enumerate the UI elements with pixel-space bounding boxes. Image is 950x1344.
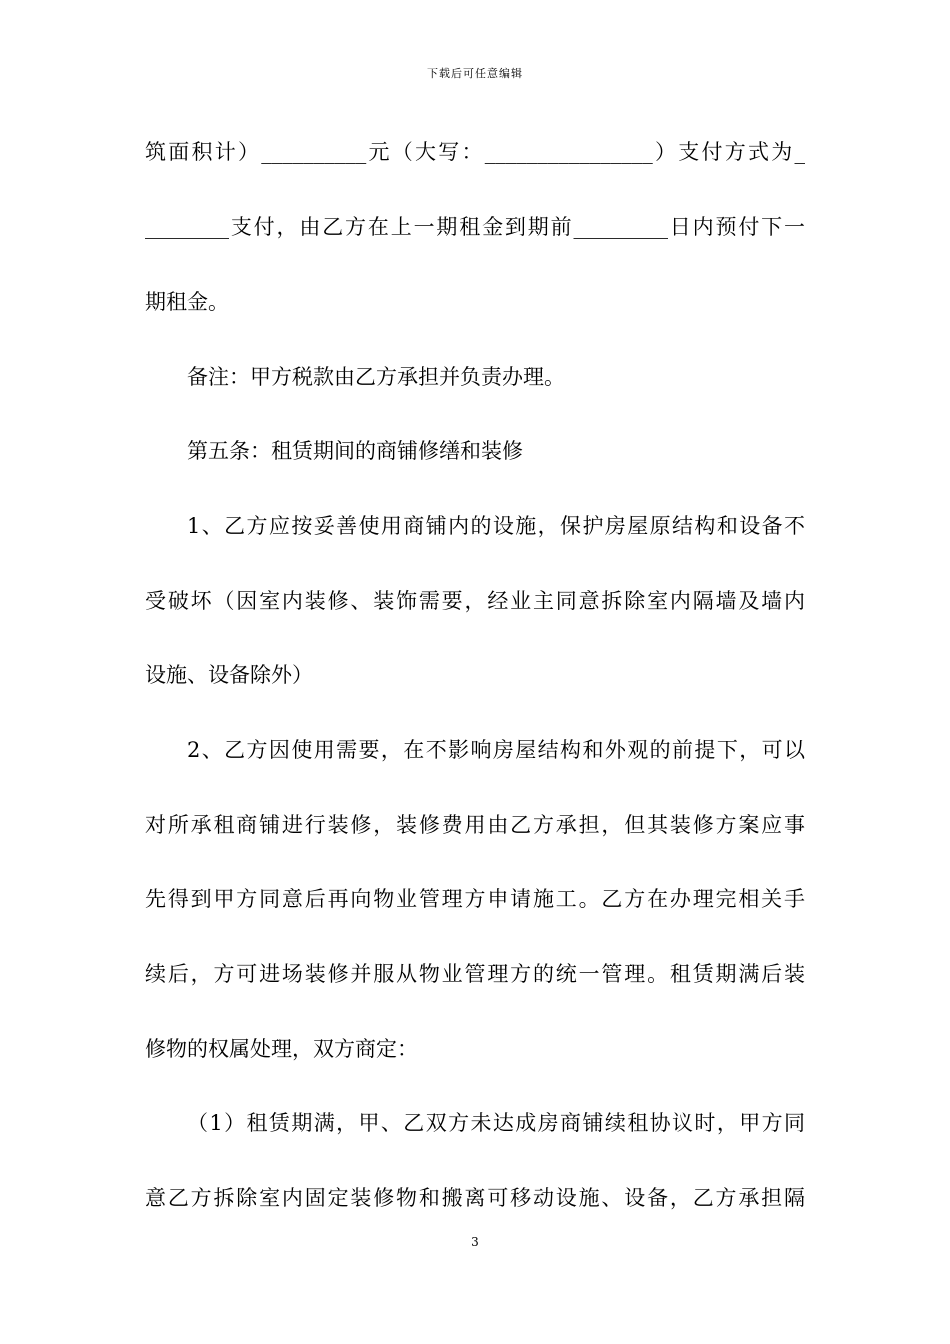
text-line: ________支付，由乙方在上一期租金到期前_________日内预付下一	[145, 215, 805, 239]
text-line: 1、乙方应按妥善使用商铺内的设施，保护房屋原结构和设备不	[187, 514, 805, 538]
text-line: 对所承租商铺进行装修，装修费用由乙方承担，但其装修方案应事	[145, 813, 805, 837]
text-line: 续后，方可进场装修并服从物业管理方的统一管理。租赁期满后装	[145, 962, 805, 986]
text-line: 备注：甲方税款由乙方承担并负责办理。	[187, 365, 565, 389]
text-line: 设施、设备除外）	[145, 663, 313, 687]
text-line: 2、乙方因使用需要，在不影响房屋结构和外观的前提下，可以	[187, 738, 805, 762]
text-line: 受破坏（因室内装修、装饰需要，经业主同意拆除室内隔墙及墙内	[145, 589, 805, 613]
text-line: 意乙方拆除室内固定装修物和搬离可移动设施、设备，乙方承担隔	[145, 1186, 805, 1210]
text-line: 修物的权属处理，双方商定：	[145, 1037, 418, 1061]
text-line: 期租金。	[145, 290, 229, 314]
text-line: 筑面积计）__________元（大写：________________）支付方式为_	[145, 140, 805, 164]
text-line: 先得到甲方同意后再向物业管理方申请施工。乙方在办理完相关手	[145, 887, 805, 911]
page-number: 3	[471, 1235, 479, 1249]
section-heading: 第五条：租赁期间的商铺修缮和装修	[187, 439, 523, 463]
page-header: 下载后可任意编辑	[427, 67, 523, 80]
text-line: （1）租赁期满，甲、乙双方未达成房商铺续租协议时，甲方同	[187, 1111, 805, 1135]
